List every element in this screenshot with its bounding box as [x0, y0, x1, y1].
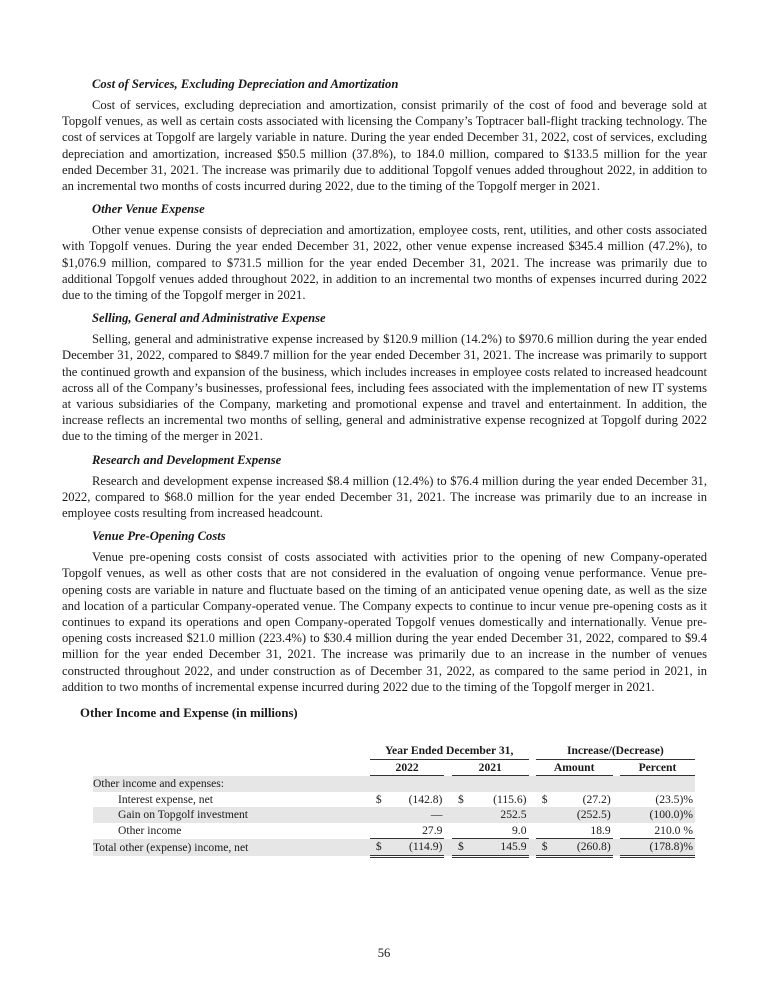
table-row: [93, 823, 695, 839]
table-column-header-row: [93, 759, 695, 776]
value-2021: 9.0: [472, 823, 529, 839]
paragraph-sga-expense: Selling, general and administrative expense increased by $120.9 million (14.2%) to $970.6 million during the year ended December 31, 2022, compared to $849.7 million for the year ended December 31, 2021. The increase was primarily to support the continued growth and expansion of the business, which includes increases in employee costs related to increased headcount across all of the Company’s businesses, professional fees, including fees associated with the implementation of new IT systems at various subsidiaries of the Company, marketing and promotional expense and travel and entertainment. In addition, the increase reflects an incremental two months of selling, general and administrative expense recognized at Topgolf during 2022 due to the timing of the merger in 2021.: [62, 332, 707, 444]
heading-cost-of-services: Cost of Services, Excluding Depreciation and Amortization: [92, 77, 399, 91]
value-amount: (260.8): [555, 839, 613, 857]
header-year-ended: Year Ended December 31,: [370, 743, 529, 759]
header-2021: 2021: [452, 759, 528, 776]
other-income-expense-table: [93, 743, 695, 858]
value-2022: (114.9): [389, 839, 444, 857]
heading-other-venue-expense: Other Venue Expense: [92, 202, 205, 217]
table-row: [93, 807, 695, 823]
paragraph-cost-of-services: Cost of services, excluding depreciation and amortization, consist primarily of the cost of food and beverage sold at Topgolf venues, as well as certain costs associated with licensing the Company’s Toptracer ball-flight tracking technology. The cost of services at Topgolf are largely variable in nature. During the year ended December 31, 2022, cost of services, excluding depreciation and amortization, increased $50.5 million (37.8%), to 184.0 million, compared to $133.5 million for the year ended December 31, 2021. The increase was primarily due to additional Topgolf venues added throughout 2022, in addition to an incremental two months of costs incurred during 2022, due to the timing of the Topgolf merger in 2021.: [62, 98, 707, 194]
value-percent: (178.8)%: [620, 839, 695, 857]
value-amount: 18.9: [555, 823, 613, 839]
document-body: [62, 76, 707, 737]
value-2021: 252.5: [472, 807, 529, 823]
row-label: Other income: [118, 824, 182, 837]
value-2022: 27.9: [389, 823, 444, 839]
header-amount: Amount: [536, 759, 613, 776]
value-percent: 210.0 %: [620, 823, 695, 839]
value-percent: (23.5)%: [655, 792, 693, 806]
value-2022: —: [389, 807, 444, 823]
header-increase-decrease: Increase/(Decrease): [536, 743, 695, 759]
paragraph-other-venue-expense: Other venue expense consists of depreciation and amortization, employee costs, rent, utilities, and other costs associated with Topgolf venues. During the year ended December 31, 2022, other venue expense increased $345.4 million (47.2%), to $1,076.9 million, compared to $731.5 million for the year ended December 31, 2021. The increase was primarily due to additional Topgolf venues added throughout 2022, in addition to an incremental two months of expenses incurred during 2022 due to the timing of the Topgolf merger in 2021.: [62, 223, 707, 303]
table-section-title: Other Income and Expense (in millions): [80, 706, 298, 721]
row-label: Total other (expense) income, net: [93, 839, 370, 857]
value-2021: 145.9: [472, 839, 529, 857]
row-label: Gain on Topgolf investment: [93, 807, 370, 823]
paragraph-venue-pre-opening: Venue pre-opening costs consist of costs associated with activities prior to the opening of new Company-operated Topgolf venues, as well as other costs that are not considered in the evaluation of ongoing venue performance. Venue pre-opening costs are variable in nature and fluctuate based on the timing of an anticipated venue opening date, as well as the size and location of a particular Company-operated venue. The Company expects to continue to incur venue pre-opening costs as it continues to expand its operations and open Company-operated Topgolf venues domestically and internationally. Venue pre-opening costs increased $21.0 million (223.4%) to $30.4 million during the year ended December 31, 2022, compared to $9.4 million for the year ended December 31, 2021. The increase was primarily due to an increase in the number of venues constructed throughout 2022, and under construction as of December 31, 2022, as compared to the same period in 2021, in addition to two months of incremental expense incurred during 2022 due to the timing of the Topgolf merger in 2021.: [62, 550, 707, 694]
row-label: Other income and expenses:: [93, 776, 370, 792]
value-2022: (142.8): [408, 792, 443, 806]
value-amount: (252.5): [555, 807, 613, 823]
table-total-row: Total other (expense) income, net $ (114.9) $ 145.9 $ (260.8) (178.8)%: [93, 839, 695, 857]
table-row: Interest expense, net $ (142.8) $ (115.6) $ (27.2) (23.5)%: [93, 792, 695, 808]
value-percent: (100.0)%: [620, 807, 695, 823]
heading-venue-pre-opening: Venue Pre-Opening Costs: [92, 529, 226, 544]
header-percent: Percent: [620, 759, 695, 776]
page-number: 56: [377, 946, 391, 960]
value-2021: (115.6): [493, 792, 527, 806]
header-2022: 2022: [370, 759, 445, 776]
value-amount: (27.2): [582, 792, 611, 806]
row-label: Interest expense, net: [118, 792, 213, 806]
heading-rd-expense: Research and Development Expense: [92, 452, 282, 467]
heading-sga-expense: Selling, General and Administrative Expense: [92, 311, 326, 326]
table-row: [93, 776, 695, 792]
paragraph-rd-expense: Research and development expense increased $8.4 million (12.4%) to $76.4 million during the year ended December 31, 2022, compared to $68.0 million for the year ended December 31, 2021. The increase was primarily due to an increase in employee costs resulting from increased headcount.: [62, 473, 707, 521]
table-group-header-row: [93, 743, 695, 759]
